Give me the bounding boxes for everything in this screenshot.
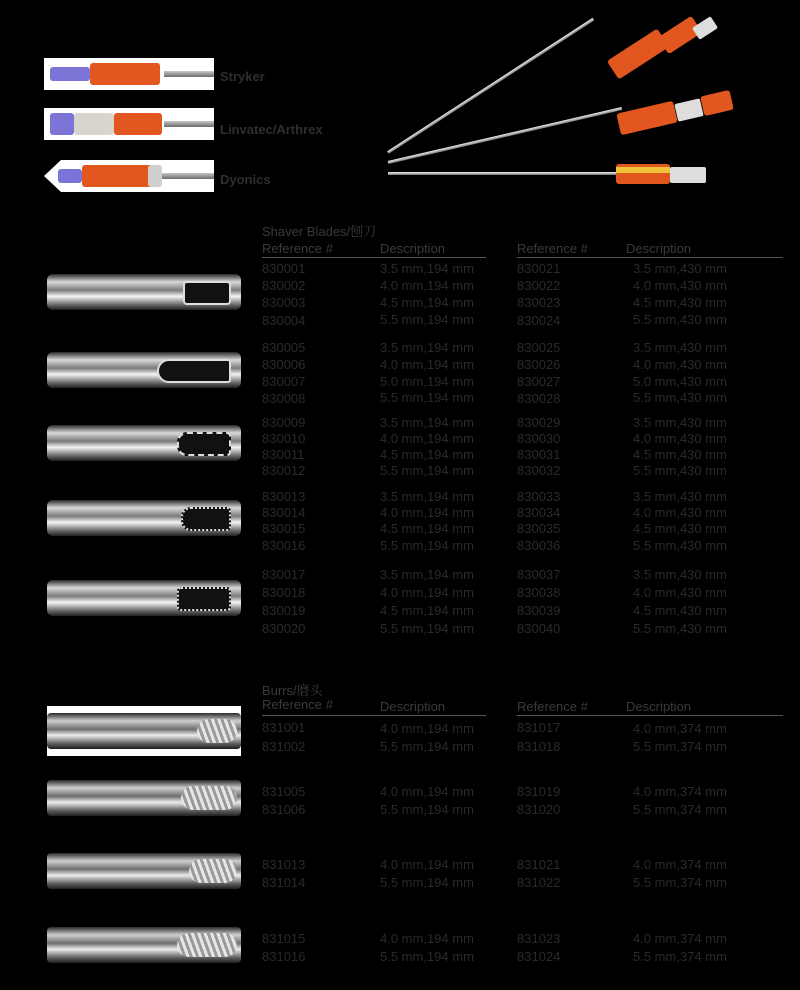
ref-cell: 831001 [262, 720, 306, 735]
stryker-connector-image [44, 58, 214, 90]
ref-cell: 830028 [517, 391, 561, 406]
ref-cell: 830031 [517, 447, 561, 462]
ref-cell: 830005 [262, 340, 306, 355]
ref-cell: 830009 [262, 415, 306, 430]
burrs-ref-header-left: Reference # [262, 697, 333, 712]
burrs-header-rule-right [517, 715, 783, 716]
desc-cell: 3.5 mm,194 mm [380, 261, 474, 276]
shaver-blade-image [47, 274, 241, 310]
desc-cell: 4.0 mm,194 mm [380, 357, 474, 372]
system-label-dyonics: Dyonics [220, 172, 271, 187]
desc-cell: 5.5 mm,430 mm [633, 538, 727, 553]
ref-cell: 830021 [517, 261, 561, 276]
ref-cell: 831017 [517, 720, 561, 735]
desc-cell: 3.5 mm,194 mm [380, 489, 474, 504]
ref-cell: 830023 [517, 295, 561, 310]
shaver-ref-header-right: Reference # [517, 241, 588, 256]
long-instruments-image [380, 15, 795, 200]
ref-cell: 831020 [517, 802, 561, 817]
desc-cell: 3.5 mm,430 mm [633, 567, 727, 582]
ref-cell: 830033 [517, 489, 561, 504]
ref-cell: 830004 [262, 313, 306, 328]
shaver-desc-header-right: Description [626, 241, 692, 256]
system-label-stryker: Stryker [220, 69, 265, 84]
desc-cell: 4.5 mm,430 mm [633, 295, 727, 310]
ref-cell: 830001 [262, 261, 306, 276]
ref-cell: 830014 [262, 505, 306, 520]
ref-cell: 831014 [262, 875, 306, 890]
ref-cell: 831016 [262, 949, 306, 964]
ref-cell: 830039 [517, 603, 561, 618]
desc-cell: 3.5 mm,194 mm [380, 567, 474, 582]
ref-cell: 831024 [517, 949, 561, 964]
ref-cell: 830026 [517, 357, 561, 372]
dyonics-connector-image [44, 160, 214, 192]
ref-cell: 830022 [517, 278, 561, 293]
burrs-header-rule-left [262, 715, 486, 716]
ref-cell: 830034 [517, 505, 561, 520]
shaver-blade-image [47, 352, 241, 388]
ref-cell: 830008 [262, 391, 306, 406]
desc-cell: 5.5 mm,194 mm [380, 538, 474, 553]
burr-image [47, 853, 241, 889]
ref-cell: 831013 [262, 857, 306, 872]
desc-cell: 3.5 mm,430 mm [633, 340, 727, 355]
desc-cell: 5.5 mm,430 mm [633, 463, 727, 478]
ref-cell: 830040 [517, 621, 561, 636]
ref-cell: 830015 [262, 521, 306, 536]
ref-cell: 830027 [517, 374, 561, 389]
desc-cell: 5.5 mm,194 mm [380, 875, 474, 890]
ref-cell: 830032 [517, 463, 561, 478]
desc-cell: 5.5 mm,194 mm [380, 463, 474, 478]
ref-cell: 830016 [262, 538, 306, 553]
ref-cell: 830036 [517, 538, 561, 553]
desc-cell: 4.0 mm,194 mm [380, 721, 474, 736]
desc-cell: 4.0 mm,374 mm [633, 931, 727, 946]
desc-cell: 4.0 mm,194 mm [380, 505, 474, 520]
ref-cell: 831006 [262, 802, 306, 817]
burrs-ref-header-right: Reference # [517, 699, 588, 714]
desc-cell: 3.5 mm,430 mm [633, 261, 727, 276]
ref-cell: 831005 [262, 784, 306, 799]
ref-cell: 830029 [517, 415, 561, 430]
ref-cell: 830035 [517, 521, 561, 536]
desc-cell: 5.5 mm,194 mm [380, 312, 474, 327]
desc-cell: 5.5 mm,194 mm [380, 621, 474, 636]
desc-cell: 4.0 mm,430 mm [633, 585, 727, 600]
desc-cell: 4.0 mm,430 mm [633, 505, 727, 520]
burrs-desc-header-left: Description [380, 699, 446, 714]
burrs-desc-header-right: Description [626, 699, 692, 714]
ref-cell: 830011 [262, 447, 305, 462]
ref-cell: 830038 [517, 585, 561, 600]
ref-cell: 830018 [262, 585, 306, 600]
desc-cell: 4.0 mm,430 mm [633, 278, 727, 293]
desc-cell: 5.5 mm,430 mm [633, 621, 727, 636]
ref-cell: 830013 [262, 489, 306, 504]
ref-cell: 830010 [262, 431, 306, 446]
desc-cell: 4.5 mm,194 mm [380, 295, 474, 310]
desc-cell: 4.0 mm,194 mm [380, 784, 474, 799]
shaver-ref-header-left: Reference # [262, 241, 333, 256]
desc-cell: 5.5 mm,194 mm [380, 390, 474, 405]
desc-cell: 4.0 mm,194 mm [380, 431, 474, 446]
system-label-linvatec: Linvatec/Arthrex [220, 122, 323, 137]
ref-cell: 830025 [517, 340, 561, 355]
ref-cell: 831002 [262, 739, 306, 754]
desc-cell: 4.5 mm,430 mm [633, 447, 727, 462]
ref-cell: 830030 [517, 431, 561, 446]
ref-cell: 830003 [262, 295, 306, 310]
ref-cell: 831019 [517, 784, 561, 799]
burrs-title: Burrs/磨头 [262, 683, 323, 698]
desc-cell: 3.5 mm,194 mm [380, 340, 474, 355]
ref-cell: 830012 [262, 463, 306, 478]
ref-cell: 830002 [262, 278, 306, 293]
desc-cell: 4.5 mm,194 mm [380, 603, 474, 618]
ref-cell: 831015 [262, 931, 306, 946]
desc-cell: 5.5 mm,194 mm [380, 949, 474, 964]
desc-cell: 4.0 mm,374 mm [633, 784, 727, 799]
ref-cell: 830006 [262, 357, 306, 372]
shaver-header-rule-right [517, 257, 783, 258]
shaver-desc-header-left: Description [380, 241, 446, 256]
desc-cell: 4.0 mm,194 mm [380, 278, 474, 293]
ref-cell: 831018 [517, 739, 561, 754]
ref-cell: 831021 [517, 857, 561, 872]
desc-cell: 5.5 mm,430 mm [633, 312, 727, 327]
desc-cell: 4.0 mm,374 mm [633, 721, 727, 736]
desc-cell: 5.5 mm,194 mm [380, 739, 474, 754]
burr-image [47, 927, 241, 963]
desc-cell: 5.0 mm,194 mm [380, 374, 474, 389]
ref-cell: 831023 [517, 931, 561, 946]
desc-cell: 5.5 mm,194 mm [380, 802, 474, 817]
shaver-blades-title: Shaver Blades/刨刀 [262, 224, 377, 239]
shaver-blade-image [47, 500, 241, 536]
shaver-blade-image [47, 425, 241, 461]
desc-cell: 4.0 mm,194 mm [380, 585, 474, 600]
desc-cell: 5.5 mm,374 mm [633, 802, 727, 817]
burr-image [47, 780, 241, 816]
shaver-blade-image [47, 580, 241, 616]
desc-cell: 5.0 mm,430 mm [633, 374, 727, 389]
ref-cell: 830017 [262, 567, 306, 582]
ref-cell: 830007 [262, 374, 306, 389]
desc-cell: 4.5 mm,194 mm [380, 447, 474, 462]
desc-cell: 5.5 mm,430 mm [633, 390, 727, 405]
linvatec-connector-image [44, 108, 214, 140]
desc-cell: 5.5 mm,374 mm [633, 739, 727, 754]
desc-cell: 3.5 mm,194 mm [380, 415, 474, 430]
desc-cell: 4.0 mm,194 mm [380, 857, 474, 872]
ref-cell: 830019 [262, 603, 306, 618]
ref-cell: 831022 [517, 875, 561, 890]
ref-cell: 830024 [517, 313, 561, 328]
desc-cell: 4.0 mm,194 mm [380, 931, 474, 946]
desc-cell: 4.5 mm,194 mm [380, 521, 474, 536]
desc-cell: 4.0 mm,430 mm [633, 431, 727, 446]
desc-cell: 4.5 mm,430 mm [633, 521, 727, 536]
ref-cell: 830037 [517, 567, 561, 582]
desc-cell: 3.5 mm,430 mm [633, 489, 727, 504]
desc-cell: 4.0 mm,430 mm [633, 357, 727, 372]
ref-cell: 830020 [262, 621, 306, 636]
desc-cell: 4.0 mm,374 mm [633, 857, 727, 872]
desc-cell: 3.5 mm,430 mm [633, 415, 727, 430]
desc-cell: 4.5 mm,430 mm [633, 603, 727, 618]
shaver-header-rule-left [262, 257, 486, 258]
desc-cell: 5.5 mm,374 mm [633, 949, 727, 964]
desc-cell: 5.5 mm,374 mm [633, 875, 727, 890]
burr-image [47, 713, 241, 749]
